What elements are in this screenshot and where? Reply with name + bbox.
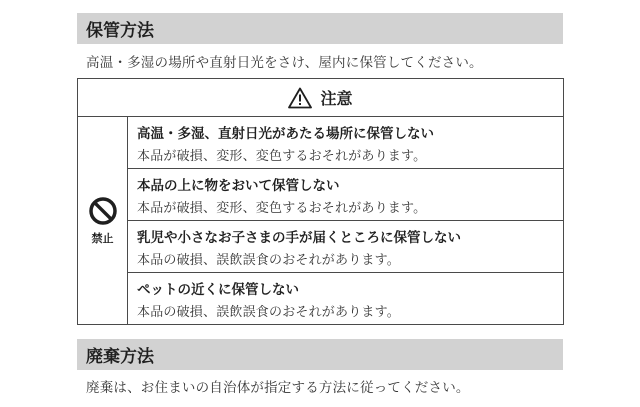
caution-row-title: 乳児や小さなお子さまの手が届くところに保管しない	[137, 230, 461, 246]
disposal-text: 廃棄は、お住まいの自治体が指定する方法に従ってください。	[86, 380, 470, 396]
prohibit-label: 禁止	[91, 231, 114, 245]
storage-text: 高温・多湿の場所や直射日光をさけ、屋内に保管してください。	[86, 55, 483, 71]
disposal-heading	[77, 339, 563, 370]
caution-row	[128, 169, 563, 221]
caution-row	[128, 273, 563, 326]
caution-row-title: 本品の上に物をおいて保管しない	[137, 178, 340, 194]
caution-row-text: 本品の破損、誤飲誤食のおそれがあります。	[137, 253, 400, 268]
caution-row	[128, 117, 563, 169]
caution-row-text: 本品の破損、誤飲誤食のおそれがあります。	[137, 305, 400, 320]
caution-title: 注意	[320, 89, 353, 108]
caution-row	[128, 221, 563, 273]
storage-heading	[77, 13, 563, 44]
prohibition-icon	[88, 196, 118, 226]
caution-rows	[128, 117, 563, 324]
caution-row-title: ペットの近くに保管しない	[137, 282, 299, 298]
caution-row-title: 高温・多湿、直射日光があたる場所に保管しない	[137, 126, 434, 142]
prohibit-column	[78, 117, 128, 324]
warning-triangle-icon	[288, 87, 312, 109]
caution-table	[77, 78, 564, 325]
caution-row-text: 本品が破損、変形、変色するおそれがあります。	[137, 201, 427, 216]
storage-heading-text: 保管方法	[86, 21, 154, 41]
caution-row-text: 本品が破損、変形、変色するおそれがあります。	[137, 149, 427, 164]
caution-header	[78, 79, 563, 117]
disposal-heading-text: 廃棄方法	[86, 347, 154, 367]
